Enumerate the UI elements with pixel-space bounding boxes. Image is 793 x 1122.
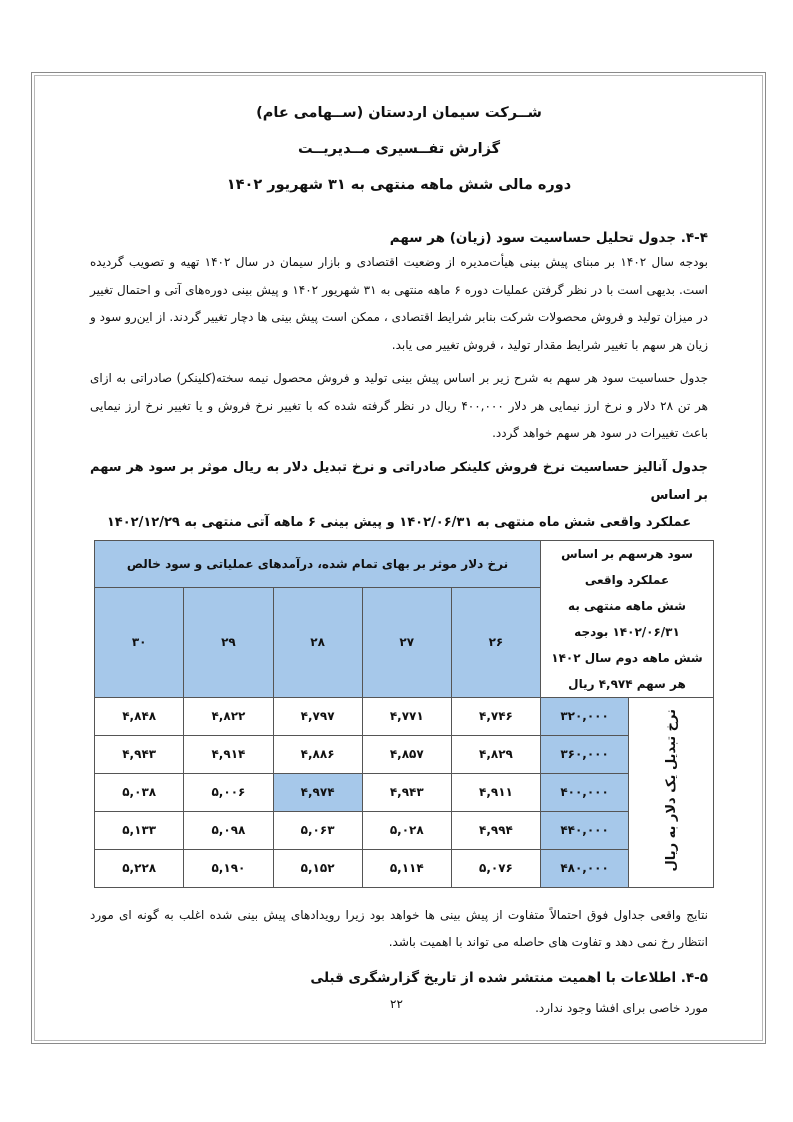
table-cell: ۴,۷۹۷ xyxy=(273,697,362,735)
report-period: دوره مالی شش ماهه منتهی به ۳۱ شهریور ۱۴۰۲ xyxy=(226,177,572,193)
section-4-5-title: ۴-۵. اطلاعات با اهمیت منتشر شده از تاریخ گزارشگری قبلی xyxy=(310,969,708,986)
table-cell: ۴,۸۴۸ xyxy=(95,697,184,735)
table-cell: ۴,۹۱۴ xyxy=(184,735,273,773)
section-4-4-title: ۴-۴. جدول تحلیل حساسیت سود (زیان) هر سهم xyxy=(389,230,708,246)
section-4-4-paragraph-1: بودجه سال ۱۴۰۲ بر مبنای پیش بینی هیأت‌مدیره از وضعیت اقتصادی و بازار سیمان در سال ۱۴۰۲ تهیه و تصویب گردیده است. بدیهی است با در نظر گرفتن عملیات دوره ۶ ماهه منتهی به ۳۱ شهریور ۱۴۰۲ و پیش بینی دوره‌های آتی و احتمال تغییر در میزان تولید و فروش محصولات شرکت بنابر شرایط اقتصادی ، ممکن است پیش بینی ها دچار تغییر گردند. از این‌رو سود و زیان هر سهم با تغییر شرایط مقدار تولید ، فروش تغییر می یابد. xyxy=(90,255,709,352)
table-cell: ۴,۹۱۱ xyxy=(451,773,540,811)
section-4-4-paragraph-2: جدول حساسیت سود هر سهم به شرح زیر بر اساس پیش بینی تولید و فروش محصول نیمه سخته(کلینکر) صادراتی به ازای هر تن ۲۸ دلار و نرخ ارز نیمایی هر دلار ۴۰۰,۰۰۰ ریال در نظر گرفته شده که با تغییر نرخ فروش و یا تغییر نرخ ارز نیمایی باعث تغییرات در سود هر سهم خواهد گردد. xyxy=(90,371,708,440)
table-cell: ۵,۱۳۳ xyxy=(95,811,184,849)
row-group-header xyxy=(629,697,714,887)
table-cell: ۵,۲۲۸ xyxy=(95,849,184,887)
table-cell: ۴,۹۴۳ xyxy=(95,735,184,773)
table-cell: ۵,۰۳۸ xyxy=(95,773,184,811)
table-cell: ۴,۸۵۷ xyxy=(362,735,451,773)
table-row xyxy=(95,735,714,773)
corner-label-line-3: شش ماهه دوم سال ۱۴۰۲ xyxy=(551,650,703,665)
column-group-header: نرخ دلار موثر بر بهای تمام شده، درآمدهای عملیاتی و سود خالص xyxy=(95,540,541,588)
column-header: ۲۷ xyxy=(362,588,451,697)
table-title-line-1: جدول آنالیز حساسیت نرخ فروش کلینکر صادراتی و نرخ تبدیل دلار به ریال موثر بر سود هر سهم بر اساس xyxy=(90,459,708,503)
corner-label-line-4: هر سهم ۴,۹۷۴ ریال xyxy=(568,676,686,691)
column-header: ۲۹ xyxy=(184,588,273,697)
row-header: ۴۴۰,۰۰۰ xyxy=(541,811,629,849)
table-cell: ۴,۹۹۴ xyxy=(451,811,540,849)
table-cell: ۵,۰۶۳ xyxy=(273,811,362,849)
table-cell: ۵,۰۹۸ xyxy=(184,811,273,849)
page-content xyxy=(90,95,708,1022)
table-cell: ۴,۷۷۱ xyxy=(362,697,451,735)
table-cell: ۵,۱۱۴ xyxy=(362,849,451,887)
row-group-header-label: نرخ تبدیل یک دلار به ریال xyxy=(663,709,679,872)
table-cell: ۵,۰۲۸ xyxy=(362,811,451,849)
table-cell: ۵,۱۹۰ xyxy=(184,849,273,887)
column-header: ۲۸ xyxy=(273,588,362,697)
table-cell: ۴,۸۲۲ xyxy=(184,697,273,735)
table-cell-highlighted: ۴,۹۷۴ xyxy=(273,773,362,811)
table-cell: ۴,۹۴۳ xyxy=(362,773,451,811)
table-cell: ۵,۰۰۶ xyxy=(184,773,273,811)
corner-label-line-2: شش ماهه منتهی به ۱۴۰۲/۰۶/۳۱ بودجه xyxy=(568,598,686,639)
corner-label-line-1: سود هرسهم بر اساس عملکرد واقعی xyxy=(561,546,693,587)
column-header: ۲۶ xyxy=(451,588,540,697)
table-row xyxy=(95,697,714,735)
section-4-5-body: مورد خاصی برای افشا وجود ندارد. xyxy=(535,1000,708,1015)
table-row xyxy=(95,773,714,811)
sensitivity-table xyxy=(94,540,714,888)
table-cell: ۵,۱۵۲ xyxy=(273,849,362,887)
page-number: ۲۲ xyxy=(390,997,403,1011)
company-name: شــرکت سیمان اردستان (ســهامی عام) xyxy=(256,105,542,121)
report-title: گزارش تفــسیری مــدیریــت xyxy=(297,141,501,157)
table-cell: ۴,۷۴۶ xyxy=(451,697,540,735)
table-cell: ۴,۸۲۹ xyxy=(451,735,540,773)
row-header: ۴۰۰,۰۰۰ xyxy=(541,773,629,811)
table-row xyxy=(95,811,714,849)
row-header: ۳۲۰,۰۰۰ xyxy=(541,697,629,735)
table-row xyxy=(95,849,714,887)
column-header: ۳۰ xyxy=(95,588,184,697)
table-cell: ۴,۸۸۶ xyxy=(273,735,362,773)
row-header: ۴۸۰,۰۰۰ xyxy=(541,849,629,887)
row-header: ۳۶۰,۰۰۰ xyxy=(541,735,629,773)
table-corner-label xyxy=(541,540,714,697)
after-table-paragraph: نتایج واقعی جداول فوق احتمالاً متفاوت از پیش بینی ها خواهد بود زیرا رویدادهای پیش بینی شده اغلب به گونه ای مورد انتظار رخ نمی دهد و تفاوت های حاصله می تواند با اهمیت باشد. xyxy=(90,907,708,949)
table-title-line-2: عملکرد واقعی شش ماه منتهی به ۱۴۰۲/۰۶/۳۱ و پیش بینی ۶ ماهه آتی منتهی به ۱۴۰۲/۱۲/۲۹ xyxy=(106,514,692,530)
table-cell: ۵,۰۷۶ xyxy=(451,849,540,887)
